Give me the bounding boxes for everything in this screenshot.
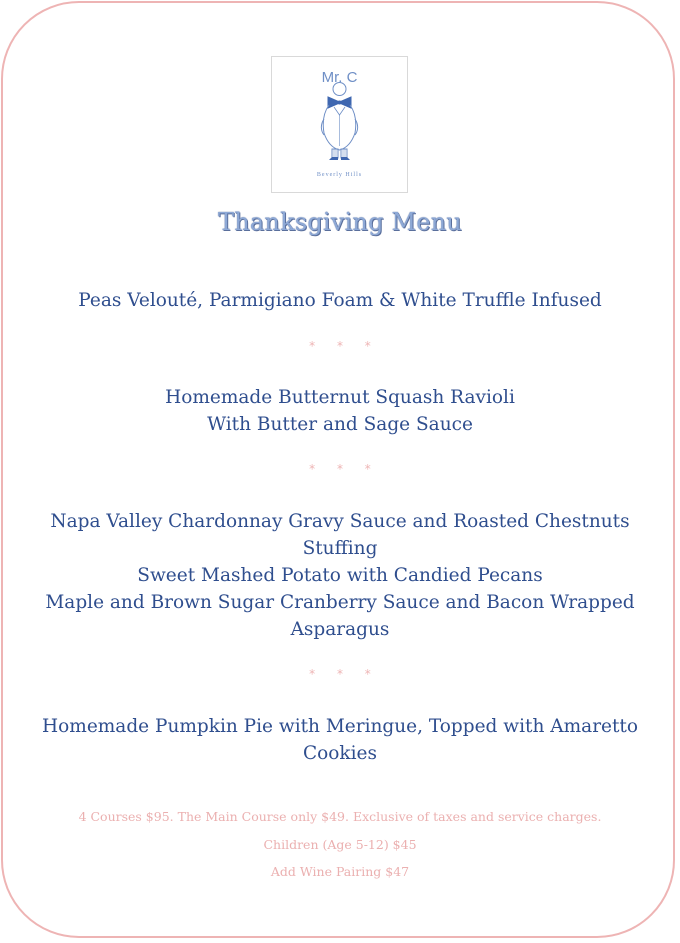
course-3-line-3: Sweet Mashed Potato with Candied Pecans [137,565,543,586]
course-1 [30,287,650,314]
course-3-line-2: Stuffing [302,538,378,559]
course-2 [30,384,650,438]
course-3-line-1: Napa Valley Chardonnay Gravy Sauce and Roasted Chestnuts [50,511,630,532]
course-2-line-2: With Butter and Sage Sauce [207,414,473,435]
logo-brand-text: Mr. C [321,69,358,86]
children-price-line: Children (Age 5-12) $45 [263,837,417,852]
course-3-line-5: Asparagus [290,619,390,640]
butler-figure-icon [272,57,407,192]
course-3-line-4: Maple and Brown Sugar Cranberry Sauce and Bacon Wrapped [45,592,635,613]
course-4-line-1: Homemade Pumpkin Pie with Meringue, Topped with Amaretto [42,716,638,737]
price-line: 4 Courses $95. The Main Course only $49. Exclusive of taxes and service charges. [78,809,602,824]
separator-3: * * * [309,667,371,681]
course-2-line-1: Homemade Butternut Squash Ravioli [165,387,515,408]
separator-1: * * * [309,339,371,353]
course-4-line-2: Cookies [303,743,377,764]
course-3 [30,508,650,643]
restaurant-logo [271,56,408,193]
course-1-line-1: Peas Velouté, Parmigiano Foam & White Truffle Infused [78,290,602,311]
course-4 [30,713,650,767]
separator-2: * * * [309,462,371,476]
menu-title: Thanksgiving Menu [218,208,462,236]
logo-location-text: Beverly Hills [316,172,363,178]
wine-pairing-line: Add Wine Pairing $47 [270,864,410,879]
